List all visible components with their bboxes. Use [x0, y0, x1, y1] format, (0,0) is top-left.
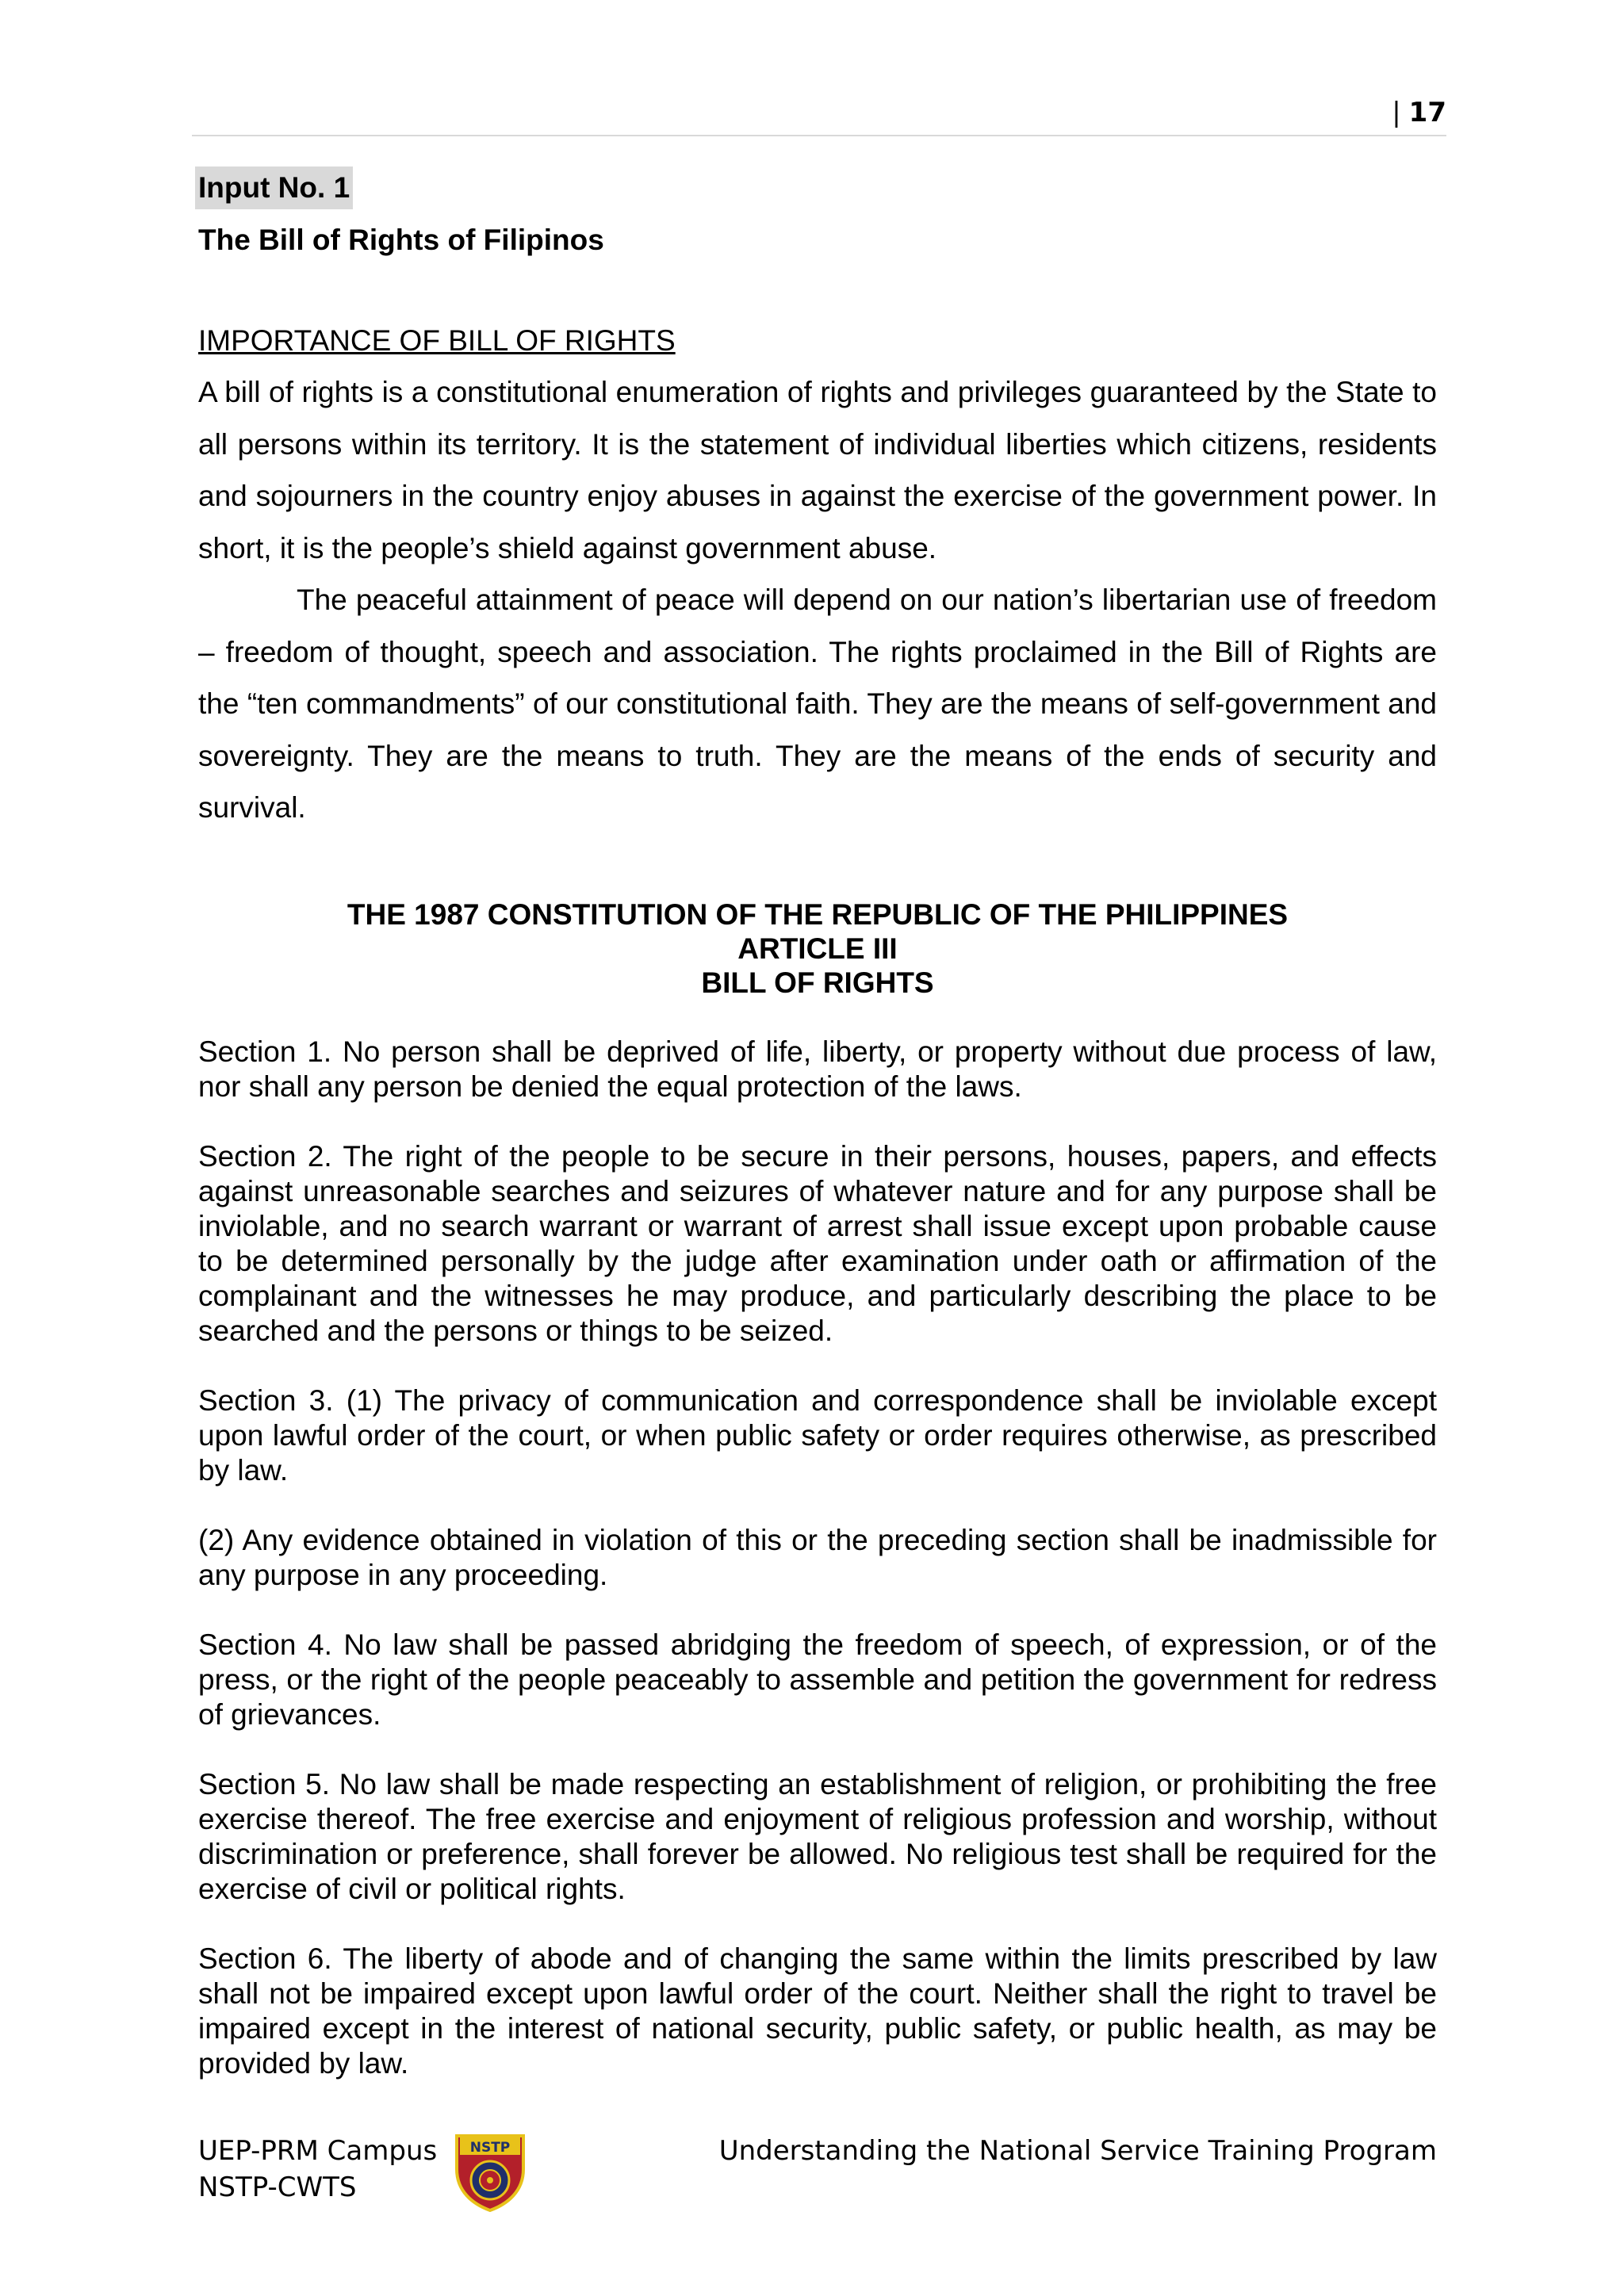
section-3-1: Section 3. (1) The privacy of communication and correspondence shall be inviolable except upon lawful order of the court, or when public safety or order requires otherwise, as prescribed by law. — [198, 1383, 1437, 1487]
importance-paragraph-1: A bill of rights is a constitutional enumeration of rights and privileges guaranteed by the State to all persons within its territory. It is the statement of individual liberties which citizens, residents and sojourners in the country enjoy abuses in against the exercise of the government power. In short, it is the people’s shield against government abuse. — [198, 376, 1437, 564]
section-5: Section 5. No law shall be made respecting an establishment of religion, or prohibiting the free exercise thereof. The free exercise and enjoyment of religious profession and worship, without discrimination or preference, shall forever be allowed. No religious test shall be required for the exercise of civil or political rights. — [198, 1767, 1437, 1905]
section-1: Section 1. No person shall be deprived of life, liberty, or property without due process of law, nor shall any person be denied the equal protection of the laws. — [198, 1035, 1437, 1103]
constitution-heading-line-2: ARTICLE III — [737, 932, 898, 965]
section-4: Section 4. No law shall be passed abridging the freedom of speech, of expression, or of the press, or the right of the people peaceably to assemble and petition the government for redress of grievances. — [198, 1628, 1437, 1731]
document-title: The Bill of Rights of Filipinos — [198, 224, 604, 256]
nstp-logo-text: NSTP — [469, 2140, 511, 2156]
input-label: Input No. 1 — [195, 166, 353, 209]
importance-paragraph-2: The peaceful attainment of peace will depend on our nation’s libertarian use of freedom – freedom of thought, speech and association. The rights proclaimed in the Bill of Rights are the “ten commandments” of our constitutional faith. They are the means of self-government and sovereignty. They are the means to truth. They are the means of the ends of security and survival. — [198, 584, 1437, 824]
section-3-2: (2) Any evidence obtained in violation of this or the preceding section shall be inadmissible for any purpose in any proceeding. — [198, 1523, 1437, 1591]
constitution-heading-line-1: THE 1987 CONSTITUTION OF THE REPUBLIC OF THE PHILIPPINES — [347, 897, 1289, 931]
footer-course-title: Understanding the National Service Training Program — [718, 2135, 1437, 2167]
constitution-heading — [198, 897, 1437, 1000]
footer-campus: UEP-PRM Campus — [198, 2135, 438, 2167]
page-content — [198, 166, 1437, 2081]
footer-left — [198, 2133, 437, 2206]
section-6: Section 6. The liberty of abode and of changing the same within the limits prescribed by law shall not be impaired except upon lawful order of the court. Neither shall the right to travel be impaired except in the interest of national security, public safety, or public health, as may be provided by law. — [198, 1942, 1437, 2080]
footer-program: NSTP-CWTS — [198, 2172, 357, 2203]
header-divider — [192, 135, 1446, 136]
importance-heading: IMPORTANCE OF BILL OF RIGHTS — [198, 324, 676, 357]
page-number: | 17 — [1392, 97, 1446, 128]
page-number-value: 17 — [1408, 97, 1446, 128]
page-footer — [198, 2133, 1437, 2220]
section-2: Section 2. The right of the people to be secure in their persons, houses, papers, and effects against unreasonable searches and seizures of whatever nature and for any purpose shall be inviolable, and no search warrant or warrant of arrest shall issue except upon probable cause to be determined personally by the judge after examination under oath or affirmation of the complainant and the witnesses he may produce, and particularly describing the place to be searched and the persons or things to be seized. — [198, 1139, 1437, 1347]
nstp-logo-icon — [452, 2130, 528, 2212]
constitution-heading-line-3: BILL OF RIGHTS — [701, 966, 934, 999]
